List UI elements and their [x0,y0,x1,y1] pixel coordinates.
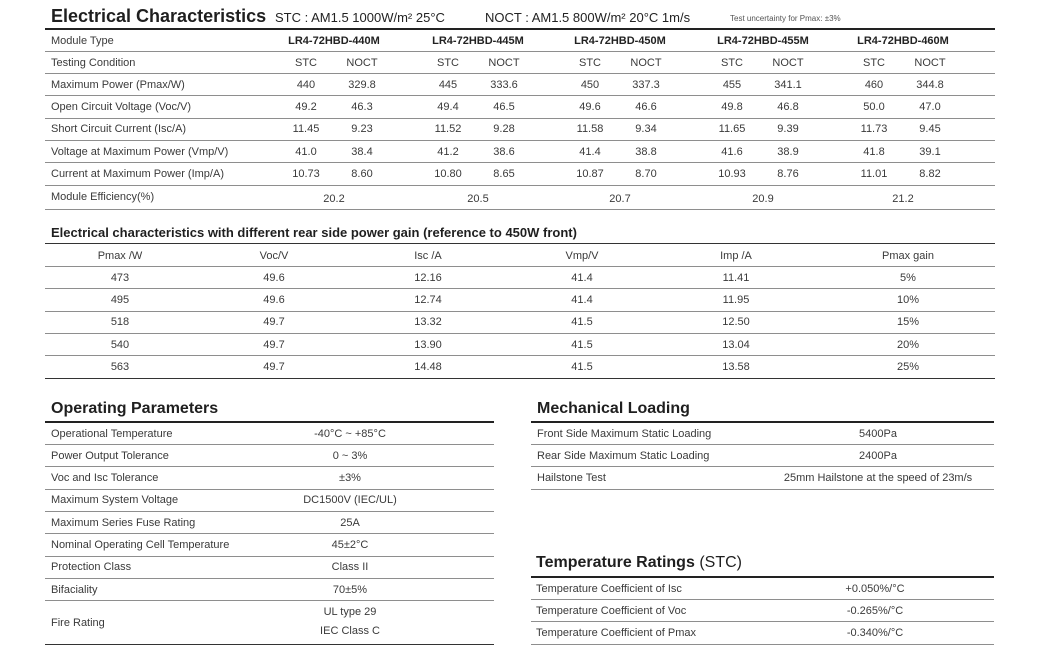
mechanical-value: 25mm Hailstone at the speed of 23m/s [783,472,973,485]
operating-label: Maximum Series Fuse Rating [51,516,196,529]
temperature-row [531,578,994,600]
rear-gain-row [45,267,995,289]
stc-value: 11.01 [860,168,888,180]
rear-gain-cell: 563 [110,361,130,373]
electrical-row-label: Maximum Power (Pmax/W) [51,78,185,91]
stc-value: 49.4 [437,101,459,114]
stc-header: STC [295,56,317,69]
efficiency-value: 20.5 [467,193,489,206]
temperature-title-text: Temperature Ratings [536,554,695,571]
temperature-label: Temperature Coefficient of Voc [536,604,687,617]
stc-value: 10.80 [434,168,462,180]
rear-gain-cell: 49.6 [263,271,285,284]
operating-row [45,557,494,579]
mechanical-row [531,468,994,490]
stc-value: 49.8 [721,101,743,114]
stc-value: 41.2 [437,145,459,158]
stc-header: STC [863,56,885,69]
noct-header: NOCT [772,56,804,69]
rear-gain-cell: 41.5 [571,361,593,373]
noct-value: 47.0 [919,101,941,114]
mechanical-value: 2400Pa [859,449,897,462]
stc-value: 11.65 [718,123,746,136]
uncertainty-note: Test uncertainty for Pmax: ±3% [730,14,841,23]
efficiency-value: 20.2 [323,193,345,206]
stc-header: STC [437,56,459,69]
operating-label: Operational Temperature [51,427,173,440]
rear-gain-cell: 41.4 [571,294,593,307]
model-name: LR4-72HBD-450M [574,34,666,47]
module-type-label: Module Type [51,34,114,47]
model-name: LR4-72HBD-440M [288,34,380,47]
rear-gain-row [45,334,995,356]
operating-label: Power Output Tolerance [51,449,169,462]
noct-value: 344.8 [916,78,944,91]
stc-value: 10.87 [576,168,604,180]
noct-condition: NOCT : AM1.5 800W/m² 20°C 1m/s [485,10,691,25]
rear-gain-header: Pmax /W [97,249,143,262]
noct-value: 38.9 [777,145,799,158]
operating-title: Operating Parameters [51,400,219,417]
rear-gain-cell: 49.6 [263,294,285,307]
rear-gain-cell: 495 [110,294,130,307]
stc-value: 11.73 [860,123,888,136]
rear-gain-title: Electrical characteristics with different rear side power gain (reference to 450W front) [51,225,577,240]
operating-value: DC1500V (IEC/UL) [303,494,397,507]
module-type-row [45,30,995,52]
mechanical-row [531,423,994,445]
rear-gain-cell: 11.41 [722,271,750,284]
stc-value: 460 [864,78,884,91]
operating-value: Class II [331,561,369,574]
noct-value: 337.3 [632,78,660,91]
noct-value: 8.60 [351,168,373,180]
noct-header: NOCT [630,56,662,69]
stc-value: 11.45 [292,123,320,136]
rear-gain-top-rule [45,243,995,244]
stc-header: STC [721,56,743,69]
model-name: LR4-72HBD-460M [857,34,949,47]
rear-gain-header: Pmax gain [882,249,934,262]
stc-value: 41.8 [863,145,885,158]
rear-gain-cell: 5% [900,271,916,284]
noct-value: 46.8 [777,101,799,114]
temperature-label: Temperature Coefficient of Pmax [536,627,696,640]
temperature-row [531,623,994,645]
rear-gain-cell: 12.16 [414,271,442,284]
electrical-row-label: Short Circuit Current (Isc/A) [51,123,187,136]
operating-value: 25A [340,516,360,529]
electrical-row [45,119,995,141]
noct-value: 9.39 [777,123,799,136]
stc-value: 49.2 [295,101,317,114]
stc-value: 41.0 [295,145,317,158]
stc-value: 10.73 [292,168,320,180]
rear-gain-cell: 12.74 [414,294,442,307]
rear-gain-cell: 12.50 [722,316,750,329]
rear-gain-cell: 41.4 [571,271,593,284]
electrical-row-label: Open Circuit Voltage (Voc/V) [51,101,192,114]
rear-gain-cell: 15% [896,316,920,329]
stc-value: 455 [722,78,742,91]
noct-header: NOCT [488,56,520,69]
temperature-value: +0.050%/°C [845,582,905,595]
temperature-value: -0.340%/°C [846,627,904,640]
rear-gain-row [45,290,995,312]
stc-value: 445 [438,78,458,91]
operating-row [45,579,494,601]
noct-value: 38.4 [351,145,373,158]
electrical-row-label: Voltage at Maximum Power (Vmp/V) [51,145,229,158]
noct-value: 8.82 [919,168,941,180]
noct-header: NOCT [914,56,946,69]
operating-value: 45±2°C [331,539,369,551]
stc-value: 440 [296,78,316,91]
noct-value: 8.65 [493,168,515,180]
efficiency-value: 20.7 [609,193,631,206]
rear-gain-cell: 41.5 [571,316,593,329]
rear-gain-cell: 540 [110,338,130,351]
rear-gain-cell: 11.95 [722,294,750,307]
operating-value: 0 ~ 3% [332,449,368,462]
operating-row [45,445,494,467]
noct-value: 9.34 [635,123,657,136]
testing-condition-row [45,52,995,74]
noct-value: 46.6 [635,101,657,114]
operating-label: Maximum System Voltage [51,494,179,507]
rear-gain-cell: 14.48 [414,361,442,373]
rear-gain-cell: 20% [896,338,920,351]
noct-value: 8.70 [635,168,657,180]
operating-row [45,490,494,512]
noct-value: 38.8 [635,145,657,158]
mechanical-label: Front Side Maximum Static Loading [537,427,712,440]
operating-value: 70±5% [332,583,368,596]
rear-gain-header: Imp /A [720,249,752,262]
noct-value: 38.6 [493,145,515,158]
operating-row [45,512,494,534]
fire-rating-value: IEC Class C [320,625,380,638]
operating-label: Voc and Isc Tolerance [51,472,159,485]
mechanical-title: Mechanical Loading [537,400,690,417]
noct-value: 46.5 [493,101,515,114]
noct-value: 39.1 [919,145,941,158]
rear-gain-header-row [45,245,995,267]
noct-header: NOCT [346,56,378,69]
temperature-label: Temperature Coefficient of Isc [536,582,682,595]
noct-value: 46.3 [351,101,373,114]
efficiency-value: 20.9 [752,193,774,206]
electrical-row [45,141,995,163]
electrical-row [45,74,995,96]
rear-gain-cell: 473 [110,271,130,284]
operating-label: Nominal Operating Cell Temperature [51,539,230,551]
stc-header: STC [579,56,601,69]
rear-gain-cell: 49.7 [263,361,285,373]
electrical-row-label: Current at Maximum Power (Imp/A) [51,168,224,180]
operating-label: Bifaciality [51,583,98,596]
operating-row [45,468,494,490]
rear-gain-cell: 13.32 [414,316,442,329]
rear-gain-cell: 41.5 [571,338,593,351]
stc-value: 49.6 [579,101,601,114]
rear-gain-cell: 10% [896,294,920,307]
efficiency-value: 21.2 [892,193,914,206]
stc-value: 10.93 [718,168,746,180]
operating-row [45,535,494,557]
noct-value: 333.6 [490,78,518,91]
operating-row [45,423,494,445]
rear-gain-header: Voc/V [259,249,289,262]
temperature-value: -0.265%/°C [846,604,904,617]
temperature-title-suffix: (STC) [699,554,742,571]
rear-gain-cell: 518 [110,316,130,329]
fire-rating-label: Fire Rating [51,616,105,629]
stc-condition: STC : AM1.5 1000W/m² 25°C [275,10,445,25]
temperature-title [536,554,742,572]
rear-gain-cell: 49.7 [263,316,285,329]
noct-value: 341.1 [774,78,802,91]
rear-gain-header: Isc /A [414,249,442,262]
testing-condition-label: Testing Condition [51,56,136,69]
rear-gain-cell: 13.04 [722,338,750,351]
fire-rating-value: UL type 29 [323,606,377,619]
stc-value: 11.58 [576,123,604,136]
efficiency-row [45,186,995,210]
model-name: LR4-72HBD-455M [717,34,809,47]
mechanical-row [531,445,994,467]
rear-gain-row [45,357,995,379]
model-name: LR4-72HBD-445M [432,34,524,47]
stc-value: 11.52 [434,123,462,136]
rear-gain-header: Vmp/V [565,249,599,262]
electrical-row [45,164,995,186]
stc-value: 450 [580,78,600,91]
electrical-title: Electrical Characteristics [51,6,267,26]
electrical-row [45,97,995,119]
noct-value: 9.23 [351,123,373,136]
mechanical-label: Hailstone Test [537,472,606,485]
mechanical-value: 5400Pa [859,427,897,440]
rear-gain-cell: 49.7 [263,338,285,351]
noct-value: 329.8 [348,78,376,91]
noct-value: 8.76 [777,168,799,180]
noct-value: 9.45 [919,123,941,136]
rear-gain-row [45,312,995,334]
rear-gain-cell: 13.58 [722,361,750,373]
stc-value: 50.0 [863,101,885,114]
temperature-row [531,600,994,622]
stc-value: 41.4 [579,145,601,158]
rear-gain-cell: 13.90 [414,338,442,351]
rear-gain-cell: 25% [896,361,920,373]
mechanical-label: Rear Side Maximum Static Loading [537,449,710,462]
efficiency-label: Module Efficiency(%) [51,191,155,204]
stc-value: 41.6 [721,145,743,158]
operating-value: -40°C ~ +85°C [314,427,386,440]
operating-value: ±3% [339,472,361,485]
operating-label: Protection Class [51,561,132,574]
fire-rating-row [45,601,494,645]
noct-value: 9.28 [493,123,515,136]
